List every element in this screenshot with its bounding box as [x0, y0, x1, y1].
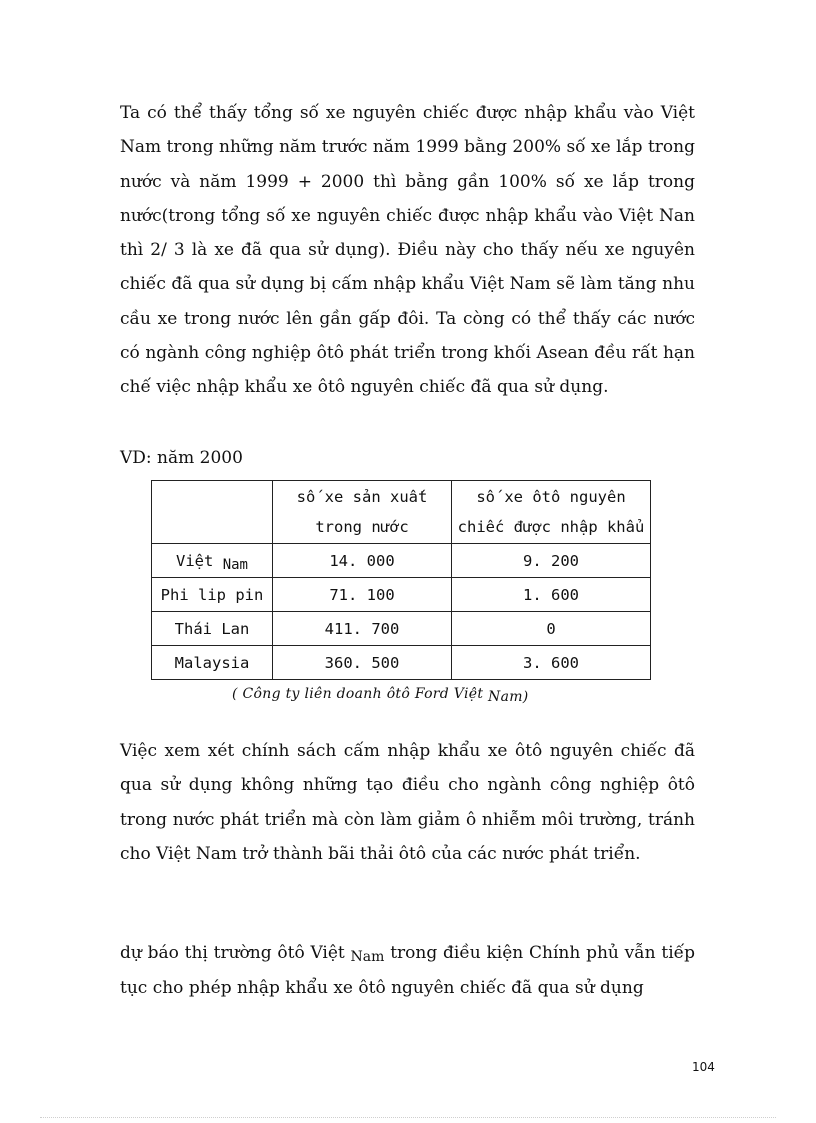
car-statistics-table: [151, 480, 651, 680]
forecast-nam: Nam: [350, 949, 385, 965]
header-produced-line1: số xe sản xuất: [296, 488, 428, 506]
produced-cell: 14. 000: [273, 544, 452, 578]
intro-paragraph: Ta có thể thấy tổng số xe nguyên chiếc được nhập khẩu vào Việt Nam trong những năm trước năm 1999 bằng 200% số xe lắp trong nước và năm 1999 + 2000 thì bằng gần 100% số xe lắp trong nước(trong tổng số xe nguyên chiếc được nhập khẩu vào Việt Nan thì 2/ 3 là xe đã qua sử dụng). Điều này cho thấy nếu xe nguyên chiếc đã qua sử dụng bị cấm nhập khẩu Việt Nam sẽ làm tăng nhu cầu xe trong nước lên gần gấp đôi. Ta còng có thể thấy các nước có ngành công nghiệp ôtô phát triển trong khối Asean đều rất hạn chế việc nhập khẩu xe ôtô nguyên chiếc đã qua sử dụng.: [120, 103, 695, 398]
header-produced: [273, 481, 452, 544]
produced-cell: 360. 500: [273, 646, 452, 680]
source-prefix: ( Công ty liên doanh ôtô Ford Việt: [232, 686, 484, 702]
table-header-row: [152, 481, 651, 544]
table-source-caption: [232, 686, 529, 705]
country-cell: Phi lip pin: [152, 578, 273, 612]
policy-paragraph: Việc xem xét chính sách cấm nhập khẩu xe ôtô nguyên chiếc đã qua sử dụng không những tạo điều cho ngành công nghiệp ôtô trong nước phát triển mà còn làm giảm ô nhiễm môi trường, tránh cho Việt Nam trở thành bãi thải ôtô của các nước phát triển.: [120, 741, 695, 864]
example-label: VD: năm 2000: [120, 448, 243, 468]
produced-cell: 411. 700: [273, 612, 452, 646]
imported-cell: 3. 600: [452, 646, 651, 680]
country-name-sub: Nam: [222, 556, 248, 573]
table-row: [152, 544, 651, 578]
country-cell: Thái Lan: [152, 612, 273, 646]
header-produced-line2: trong nước: [315, 518, 409, 536]
table-row: [152, 612, 651, 646]
imported-cell: 9. 200: [452, 544, 651, 578]
forecast-suffix: trong điều kiện Chính phủ vẫn tiếp tục cho phép nhập khẩu xe ôtô nguyên chiếc đã qua sử dụng: [120, 943, 696, 999]
table-row: [152, 578, 651, 612]
header-imported: [452, 481, 651, 544]
country-cell: [152, 544, 273, 578]
header-empty-cell: [152, 481, 273, 544]
header-imported-line1: số xe ôtô nguyên: [476, 488, 626, 506]
header-imported-line2: chiếc được nhập khẩu: [457, 518, 645, 536]
produced-cell: 71. 100: [273, 578, 452, 612]
country-cell: Malaysia: [152, 646, 273, 680]
source-nam: Nam): [488, 689, 529, 705]
country-name: Việt: [176, 551, 214, 570]
imported-cell: 0: [452, 612, 651, 646]
footer-dotted-divider: [40, 1117, 776, 1118]
imported-cell: 1. 600: [452, 578, 651, 612]
forecast-paragraph: [120, 936, 695, 1006]
page-number: 104: [692, 1060, 715, 1074]
table-row: [152, 646, 651, 680]
forecast-prefix: dự báo thị trường ôtô Việt: [120, 943, 345, 963]
